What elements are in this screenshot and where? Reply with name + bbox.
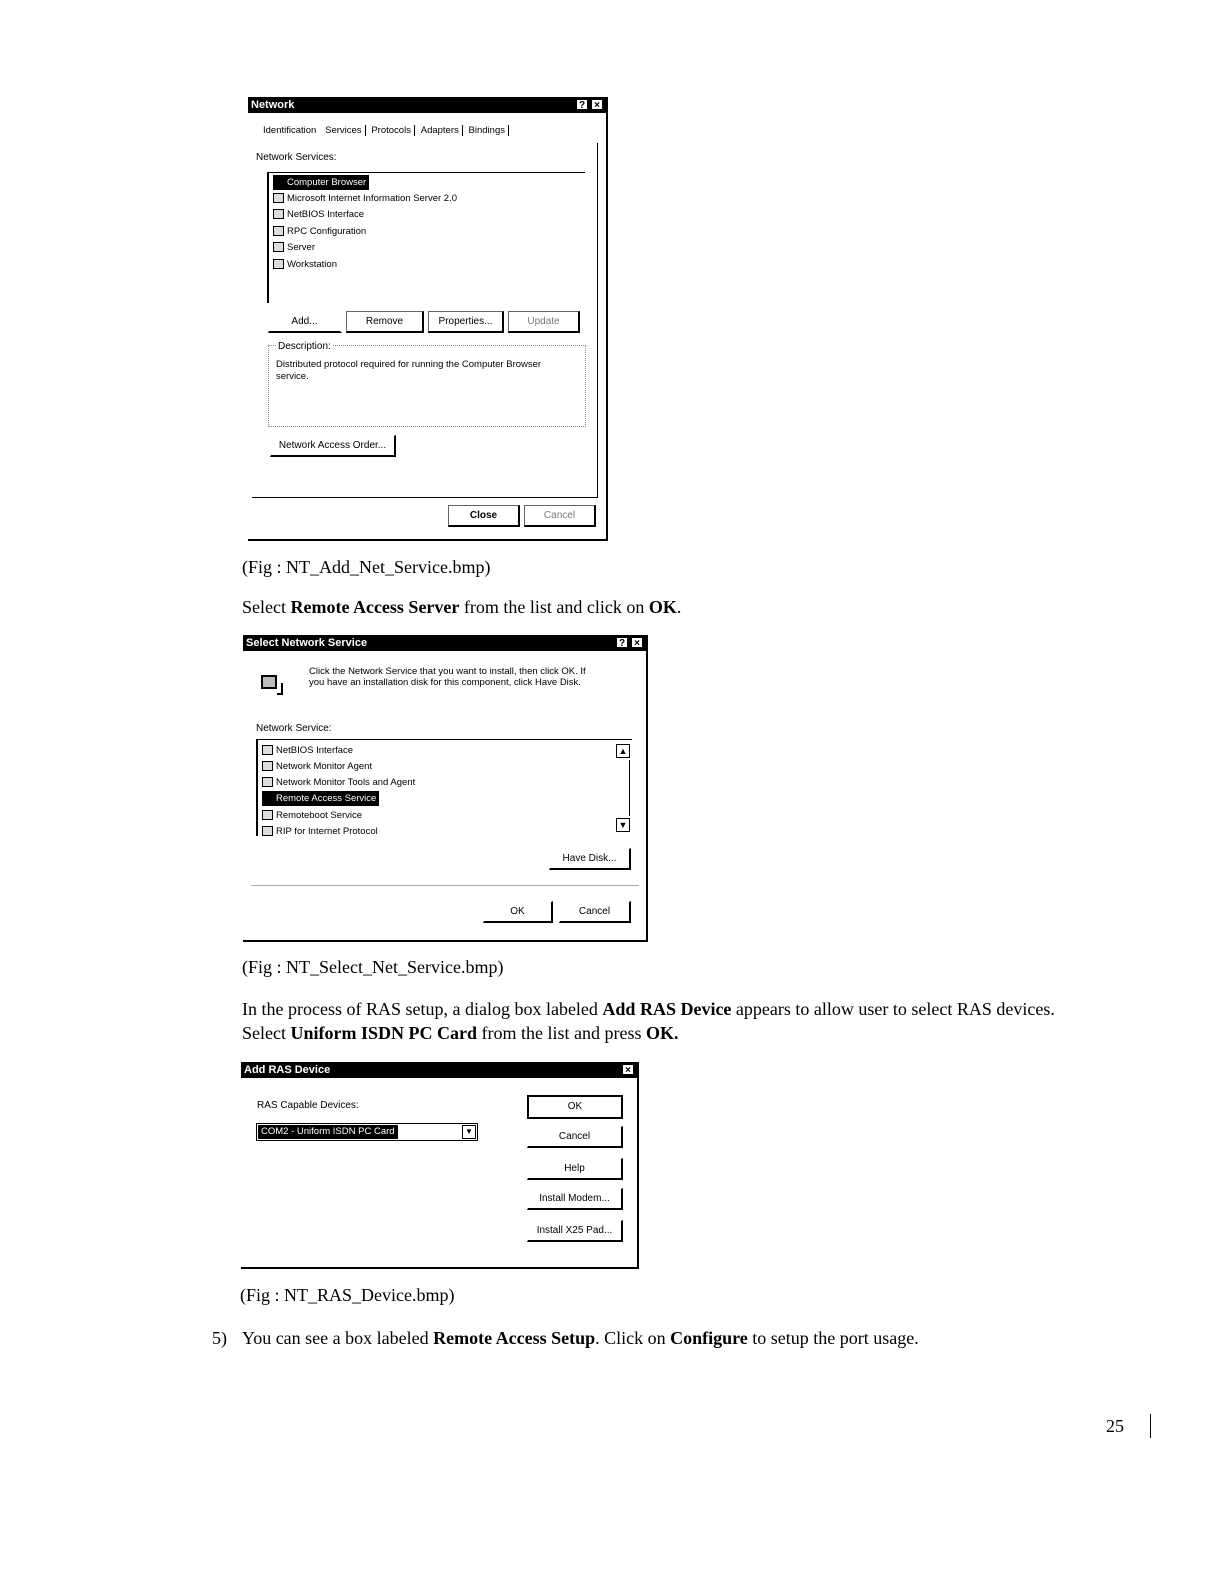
network-service-label: Network Service: — [256, 723, 332, 734]
network-service-icon — [262, 826, 273, 836]
bold-remote-access-setup: Remote Access Setup — [433, 1328, 596, 1348]
add-button[interactable]: Add... — [268, 311, 342, 333]
network-service-list[interactable] — [256, 739, 632, 836]
list-item[interactable]: RIP for Internet Protocol — [262, 824, 378, 836]
description-group — [268, 345, 586, 427]
list-item[interactable]: Workstation — [273, 257, 337, 272]
select-network-service-dialog — [243, 635, 648, 942]
instruction-text: Click the Network Service that you want to install, then click OK. If you have an installation disk for this component, click Have Disk. — [309, 666, 586, 688]
list-item[interactable]: Network Monitor Agent — [262, 759, 372, 774]
description-label: Description: — [278, 341, 331, 352]
ok-button[interactable]: OK — [483, 901, 553, 923]
ras-device-selected: COM2 - Uniform ISDN PC Card — [258, 1125, 398, 1139]
step-number: 5) — [212, 1328, 227, 1348]
install-modem-button[interactable]: Install Modem... — [527, 1188, 623, 1210]
tab-identification[interactable]: Identification — [263, 125, 317, 136]
network-dialog-titlebar — [248, 97, 606, 113]
network-services-label: Network Services: — [256, 152, 337, 163]
ok-button[interactable]: OK — [527, 1095, 623, 1119]
bold-add-ras-device: Add RAS Device — [602, 999, 732, 1019]
ras-device-select[interactable] — [256, 1123, 478, 1141]
list-item-selected[interactable]: Remote Access Service — [262, 791, 379, 806]
install-x25-pad-button[interactable]: Install X25 Pad... — [527, 1220, 623, 1242]
network-service-icon — [273, 209, 284, 219]
network-services-list[interactable] — [267, 172, 585, 303]
network-service-icon — [262, 777, 273, 787]
remove-button[interactable]: Remove — [346, 311, 424, 333]
tab-services[interactable]: Services — [322, 125, 365, 136]
properties-button[interactable]: Properties... — [428, 311, 504, 333]
network-service-icon — [273, 242, 284, 252]
list-item[interactable]: Server — [273, 240, 315, 255]
page-number-rule — [1150, 1414, 1151, 1438]
tab-adapters[interactable]: Adapters — [418, 125, 463, 136]
have-disk-button[interactable]: Have Disk... — [549, 848, 631, 870]
tab-protocols[interactable]: Protocols — [368, 125, 415, 136]
list-item[interactable]: RPC Configuration — [273, 224, 366, 239]
select-service-titlebar — [243, 635, 646, 651]
dialog-divider — [251, 885, 639, 886]
chevron-down-icon[interactable]: ▼ — [462, 1125, 476, 1139]
network-service-icon — [262, 761, 273, 771]
list-item[interactable]: NetBIOS Interface — [273, 207, 364, 222]
scroll-up-icon[interactable]: ▲ — [616, 744, 630, 758]
network-service-icon — [273, 193, 284, 203]
network-service-icon — [262, 745, 273, 755]
network-dialog — [248, 97, 608, 541]
paragraph-2-line-1: In the process of RAS setup, a dialog box labeled Add RAS Device appears to allow user to select RAS devices. — [242, 999, 1055, 1019]
figure-caption-1: (Fig : NT_Add_Net_Service.bmp) — [242, 557, 491, 577]
network-access-order-button[interactable]: Network Access Order... — [270, 435, 396, 457]
network-service-icon — [273, 259, 284, 269]
cancel-button[interactable]: Cancel — [524, 505, 596, 527]
select-service-title: Select Network Service — [246, 637, 368, 649]
help-icon[interactable]: ? — [576, 99, 588, 110]
cancel-button[interactable]: Cancel — [527, 1126, 623, 1148]
add-ras-device-dialog — [241, 1062, 639, 1269]
page-number: 25 — [1106, 1416, 1124, 1436]
figure-caption-3: (Fig : NT_RAS_Device.bmp) — [240, 1285, 455, 1305]
close-button[interactable]: Close — [448, 505, 520, 527]
bold-uniform-isdn-pc-card: Uniform ISDN PC Card — [290, 1023, 477, 1043]
list-item[interactable]: Remoteboot Service — [262, 808, 362, 823]
figure-caption-2: (Fig : NT_Select_Net_Service.bmp) — [242, 957, 504, 977]
footer-divider — [252, 497, 598, 498]
scrollbar-track[interactable] — [629, 760, 630, 816]
instruction-paragraph-2 — [242, 997, 1055, 1045]
bold-ok: OK — [648, 597, 677, 617]
instruction-paragraph-1: Select Remote Access Server from the list and click on OK. — [242, 597, 682, 617]
bold-ok: OK. — [645, 1023, 679, 1043]
network-dialog-title: Network — [251, 99, 295, 111]
tab-bindings[interactable]: Bindings — [466, 125, 509, 136]
list-item-selected[interactable]: Computer Browser — [273, 175, 369, 190]
bold-remote-access-server: Remote Access Server — [290, 597, 460, 617]
ras-capable-devices-label: RAS Capable Devices: — [257, 1100, 359, 1111]
add-ras-title: Add RAS Device — [244, 1064, 331, 1076]
close-icon[interactable]: × — [591, 99, 603, 110]
add-ras-titlebar — [241, 1062, 637, 1078]
network-service-icon — [262, 810, 273, 820]
list-item[interactable]: Microsoft Internet Information Server 2.0 — [273, 191, 457, 206]
update-button[interactable]: Update — [508, 311, 580, 333]
step-5-paragraph: 5) You can see a box labeled Remote Access Setup. Click on Configure to setup the port usage. — [212, 1328, 919, 1348]
bold-configure: Configure — [670, 1328, 748, 1348]
tab-panel-right-edge — [597, 143, 598, 497]
network-service-icon — [262, 793, 273, 803]
cancel-button[interactable]: Cancel — [559, 901, 631, 923]
paragraph-2-line-2: Select Uniform ISDN PC Card from the list and press OK. — [242, 1023, 679, 1043]
list-item[interactable]: NetBIOS Interface — [262, 743, 353, 758]
close-icon[interactable]: × — [631, 637, 643, 648]
help-button[interactable]: Help — [527, 1158, 623, 1180]
close-icon[interactable]: × — [622, 1064, 634, 1075]
network-service-icon — [273, 226, 284, 236]
list-item[interactable]: Network Monitor Tools and Agent — [262, 775, 415, 790]
help-icon[interactable]: ? — [616, 637, 628, 648]
network-tabs — [260, 125, 509, 136]
network-service-icon — [273, 177, 284, 187]
description-text: Distributed protocol required for running the Computer Browser service. — [276, 359, 542, 382]
scroll-down-icon[interactable]: ▼ — [616, 818, 630, 832]
network-card-icon — [261, 675, 283, 695]
